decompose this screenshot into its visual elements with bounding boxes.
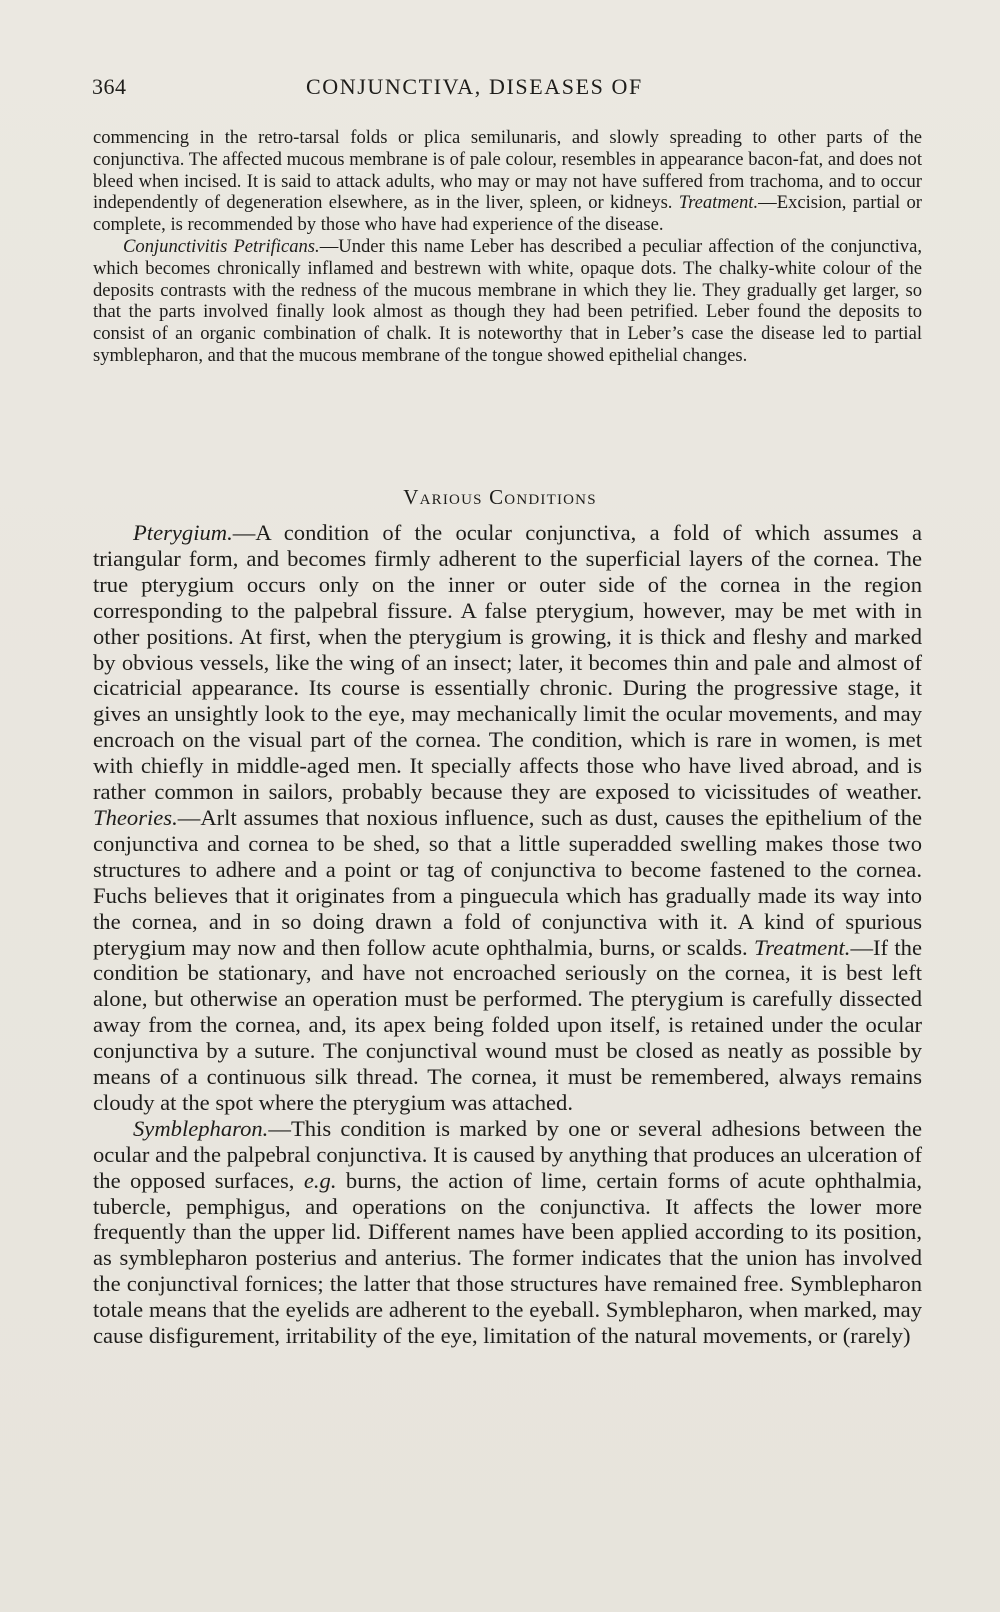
italic-term: Treatment. (678, 192, 759, 214)
italic-term: Theories. (93, 804, 178, 830)
paragraph-text: —Under this name Leber has described a peculiar affection of the conjunctiva, which becomes chronically inflamed and bestrewn with white, opaque dots. The chalky-white colour of the deposits contrasts with the redness of the mucous membrane in which they lie. They gradually get larger, so that the parts involved finally look almost as though they had been petrified. Leber found the deposits to consist of an organic combination of chalk. It is noteworthy that in Leber’s case the disease led to partial symblepharon, and that the mucous membrane of the tongue showed epithelial changes. (93, 235, 922, 366)
page-header (92, 74, 922, 114)
paragraph-text: —A condition of the ocular conjunctiva, a fold of which assumes a triangular form, and becomes firmly adherent to the superficial layers of the cornea. The true pterygium occurs only on the inner or outer side of the cornea in the region corresponding to the palpebral fissure. A false pterygium, however, may be met with in other positions. At first, when the pterygium is growing, it is thick and fleshy and marked by obvious vessels, like the wing of an insect; later, it becomes thin and pale and almost of cicatricial appearance. Its course is essentially chronic. During the progressive stage, it gives an unsightly look to the eye, may mechanically limit the ocular movements, and may encroach on the visual part of the cornea. The condition, which is rare in women, is met with chiefly in middle-aged men. It specially affects those who have lived abroad, and is rather common in sailors, probably because they are exposed to vicissitudes of weather. (93, 520, 922, 805)
paragraph-text: —This condition is marked by one or several adhesions between the ocular and the palpebral conjunctiva. It is caused by anything that produces an ulceration of the opposed surfaces, (93, 1115, 922, 1193)
paragraph-symblepharon (93, 1116, 922, 1349)
section-heading: Various Conditions (403, 485, 597, 509)
paragraph-text: commencing in the retro-tarsal folds or plica semilunaris, and slowly spreading to other parts of the conjunctiva. The affected mucous membrane is of pale colour, resembles in appearance bacon-fat, and does not bleed when incised. It is said to attack adults, who may or may not have suffered from trachoma, and to occur independently of degeneration elsewhere, as in the liver, spleen, or kidneys. (93, 127, 922, 214)
paragraph-conjunctivitis-petrificans (93, 236, 922, 367)
italic-term: Conjunctivitis Petrificans. (123, 235, 320, 257)
paragraph-continuation (93, 127, 922, 236)
paragraph-pterygium (93, 520, 922, 1116)
italic-term: Symblepharon. (133, 1115, 269, 1141)
page-number: 364 (92, 74, 127, 99)
italic-term: Treatment. (753, 934, 851, 960)
main-text-section (93, 520, 922, 1349)
small-print-section (93, 127, 922, 367)
paragraph-text: —Arlt assumes that noxious influence, such as dust, causes the epithelium of the conjunctiva and cornea to be shed, so that a little superadded swelling makes those two structures to adhere and a point or tag of conjunctiva to become fastened to the cornea. Fuchs believes that it originates from a pinguecula which has gradually made its way into the cornea, and in so doing drawn a fold of conjunctiva with it. A kind of spurious pterygium may now and then follow acute ophthalmia, burns, or scalds. (93, 804, 922, 960)
italic-term: e.g. (303, 1167, 337, 1193)
running-head: CONJUNCTIVA, DISEASES OF (306, 74, 643, 99)
paragraph-text: —If the condition be stationary, and have not encroached seriously on the cornea, it is best left alone, but otherwise an operation must be performed. The pterygium is carefully dissected away from the cornea, and, its apex being folded upon itself, is retained under the ocular conjunctiva by a suture. The conjunctival wound must be closed as neatly as possible by means of a continuous silk thread. The cornea, it must be remembered, always remains cloudy at the spot where the pterygium was attached. (93, 934, 922, 1115)
paragraph-text: burns, the action of lime, certain forms of acute ophthalmia, tubercle, pemphigus, and operations on the conjunctiva. It affects the lower more frequently than the upper lid. Different names have been applied according to its position, as symblepharon posterius and anterius. The former indicates that the union has involved the conjunctival fornices; the latter that those structures have remained free. Symblepharon totale means that the eyelids are adherent to the eyeball. Symblepharon, when marked, may cause disfigurement, irritability of the eye, limitation of the natural movements, or (rarely) (93, 1167, 922, 1349)
paragraph-text: —Excision, partial or complete, is recommended by those who have had experience of the disease. (93, 192, 922, 236)
italic-term: Pterygium. (133, 520, 233, 545)
